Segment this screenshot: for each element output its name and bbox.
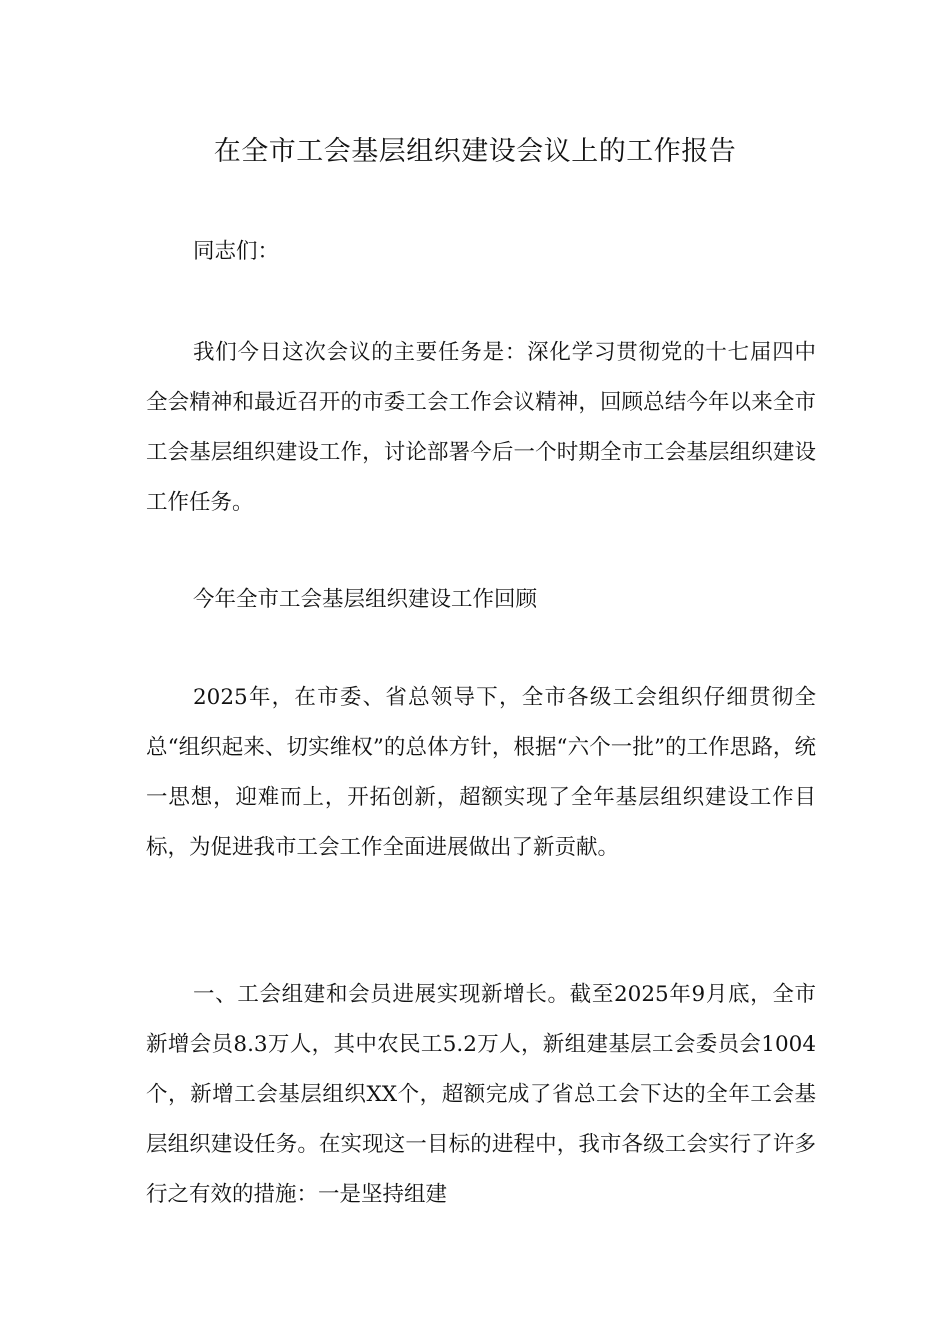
- intro-paragraph: 我们今日这次会议的主要任务是：深化学习贯彻党的十七届四中全会精神和最近召开的市委工会工作会议精神，回顾总结今年以来全市工会基层组织建设工作，讨论部署今后一个时期全市工会基层组织建设工作任务。: [146, 340, 816, 515]
- salutation-paragraph: 同志们：: [193, 239, 280, 264]
- section-heading: 今年全市工会基层组织建设工作回顾: [193, 587, 538, 612]
- section-one-paragraph: 一、工会组建和会员进展实现新增长。截至2025年9月底，全市新增会员8.3万人，其中农民工5.2万人，新组建基层工会委员会1004个，新增工会基层组织XX个，超额完成了省总工会下达的全年工会基层组织建设任务。在实现这一目标的进程中，我市各级工会实行了许多行之有效的措施：一是坚持组建: [146, 982, 816, 1207]
- review-paragraph: 2025年，在市委、省总领导下，全市各级工会组织仔细贯彻全总“组织起来、切实维权”的总体方针，根据“六个一批”的工作思路，统一思想，迎难而上，开拓创新，超额实现了全年基层组织建设工作目标，为促进我市工会工作全面进展做出了新贡献。: [146, 685, 816, 860]
- document-title: 在全市工会基层组织建设会议上的工作报告: [213, 136, 737, 167]
